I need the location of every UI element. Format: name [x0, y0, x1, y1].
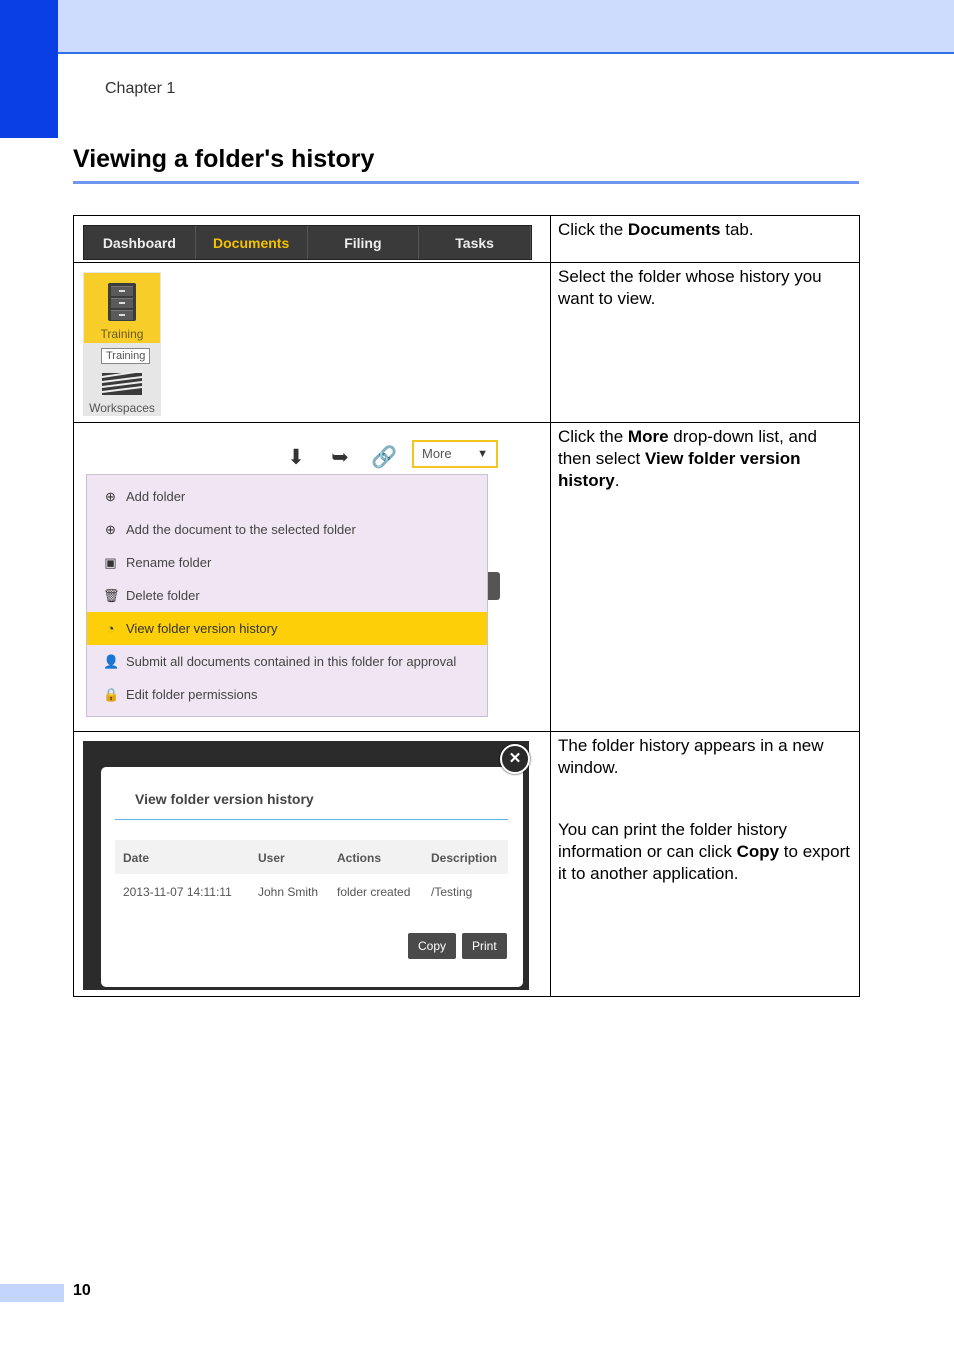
column-date: Date: [123, 851, 150, 865]
menu-item-submit-approval[interactable]: 👤 Submit all documents contained in this folder for approval: [103, 653, 457, 669]
user-approve-icon: 👤: [103, 653, 120, 669]
plus-circle-icon: ⊕: [105, 521, 116, 537]
chapter-label: Chapter 1: [105, 80, 176, 97]
column-user: User: [258, 851, 285, 865]
page-number: 10: [73, 1282, 91, 1299]
workspaces-icon: [102, 367, 144, 395]
tab-tasks[interactable]: Tasks: [419, 226, 531, 259]
section-title: Viewing a folder's history: [73, 145, 375, 173]
title-underline: [73, 181, 859, 184]
step-1-instruction: Click the Documents tab.: [551, 216, 860, 263]
cell-user: John Smith: [258, 885, 319, 899]
folder-label: Training: [100, 327, 144, 341]
partial-button: [488, 572, 500, 600]
tab-filing[interactable]: Filing: [308, 226, 420, 259]
header-band: [58, 0, 954, 54]
step-row-2: [74, 263, 860, 423]
step-row-1: [74, 216, 860, 263]
more-dropdown[interactable]: More ▼: [412, 440, 498, 468]
download-icon[interactable]: ⬇: [287, 446, 305, 469]
dialog-divider: [115, 819, 508, 820]
menu-item-delete-folder[interactable]: 🗑 Delete folder: [103, 587, 200, 603]
menu-item-add-document[interactable]: ⊕ Add the document to the selected folder: [87, 513, 487, 546]
chevron-down-icon: ▼: [477, 448, 488, 460]
cell-date: 2013-11-07 14:11:11: [123, 885, 232, 899]
chapter-side-tab: [0, 0, 58, 138]
move-to-folder-icon[interactable]: ➥: [331, 446, 349, 469]
version-history-dialog: [101, 767, 523, 987]
step-4-screenshot: [74, 732, 551, 997]
clock-icon: ◔: [106, 621, 115, 636]
more-menu: [86, 474, 488, 717]
column-actions: Actions: [337, 851, 382, 865]
workspaces-label: Workspaces: [89, 401, 155, 415]
cell-description: /Testing: [431, 885, 473, 899]
step-2-instruction: Select the folder whose history you want to view.: [551, 263, 860, 423]
modal-backdrop: [83, 741, 529, 990]
main-tab-bar: [83, 225, 532, 260]
step-1-screenshot: [74, 216, 551, 263]
file-cabinet-icon: [108, 283, 136, 321]
step-4-instruction: The folder history appears in a new window. You can print the folder history information or can click Copy to export it to another application.: [551, 732, 860, 997]
step-row-4: [74, 732, 860, 997]
table-header-row: [115, 840, 508, 874]
tab-dashboard[interactable]: Dashboard: [84, 226, 196, 259]
history-table: [115, 840, 508, 908]
trash-icon: 🗑: [103, 587, 120, 603]
tab-documents[interactable]: Documents: [196, 226, 308, 259]
link-icon[interactable]: 🔗: [371, 446, 398, 469]
menu-item-view-version-history[interactable]: ◔ View folder version history: [87, 612, 487, 645]
step-row-3: [74, 423, 860, 732]
menu-item-edit-permissions[interactable]: 🔒 Edit folder permissions: [103, 686, 258, 702]
close-icon[interactable]: ✕: [500, 744, 530, 774]
step-3-screenshot: [74, 423, 551, 732]
folder-panel: [83, 272, 161, 416]
column-description: Description: [431, 851, 498, 865]
step-2-screenshot: [74, 263, 551, 423]
folder-tooltip: Training: [101, 348, 150, 364]
step-3-instruction: Click the More drop-down list, and then select View folder version history.: [551, 423, 860, 732]
menu-item-add-folder[interactable]: ⊕ Add folder: [87, 480, 487, 513]
folder-tile-training[interactable]: [84, 273, 160, 343]
plus-circle-icon: ⊕: [105, 488, 116, 504]
dialog-title: View folder version history: [135, 791, 314, 807]
copy-button[interactable]: Copy: [408, 933, 456, 959]
table-row: [115, 874, 508, 908]
print-button[interactable]: Print: [462, 933, 507, 959]
lock-icon: 🔒: [103, 686, 120, 702]
cell-actions: folder created: [337, 885, 411, 899]
footer-tab: [0, 1284, 64, 1302]
menu-item-rename-folder[interactable]: ▣ Rename folder: [104, 554, 212, 570]
rename-icon: ▣: [104, 554, 117, 570]
steps-table: [73, 215, 860, 997]
